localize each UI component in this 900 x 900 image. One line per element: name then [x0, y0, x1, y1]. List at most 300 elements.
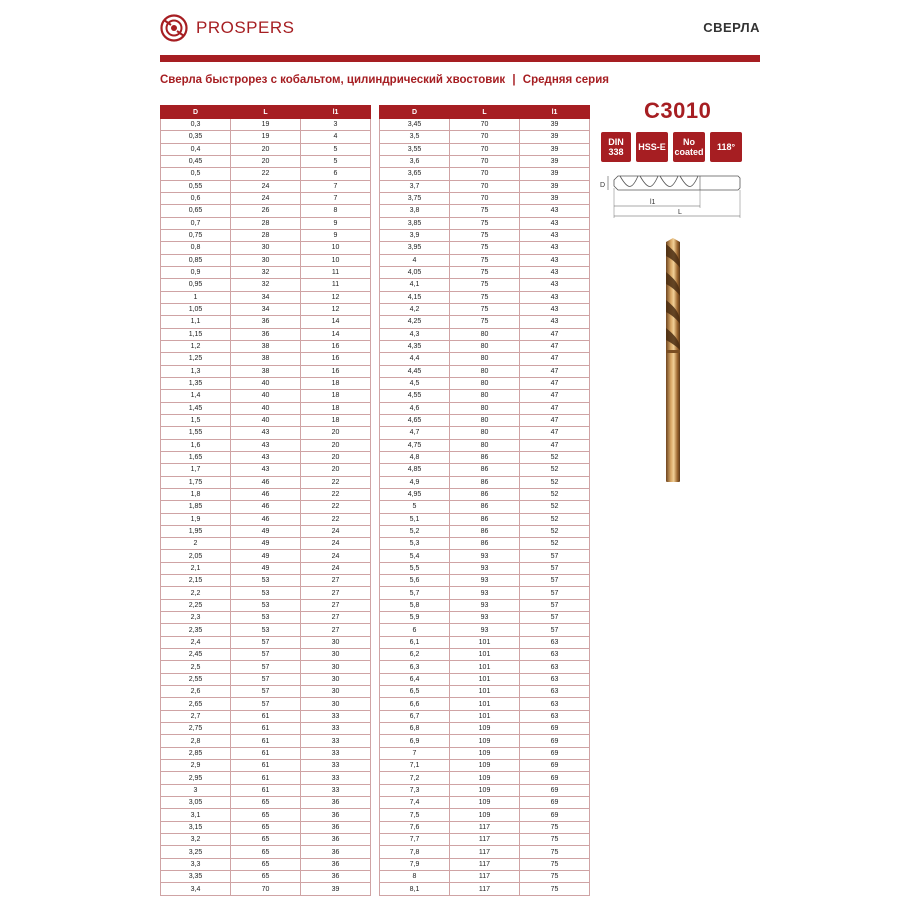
- table-row: [161, 747, 371, 759]
- cell-flute-length: 39: [520, 168, 590, 180]
- cell-diameter: 3,45: [380, 119, 450, 131]
- cell-length: 49: [231, 525, 301, 537]
- table-row: [161, 834, 371, 846]
- cell-length: 109: [450, 735, 520, 747]
- cell-diameter: 4,8: [380, 451, 450, 463]
- table-row: [161, 131, 371, 143]
- cell-diameter: 1,15: [161, 328, 231, 340]
- cell-diameter: 2,65: [161, 698, 231, 710]
- cell-flute-length: 47: [520, 427, 590, 439]
- table-row: [161, 180, 371, 192]
- cell-flute-length: 63: [520, 698, 590, 710]
- table-row: [161, 340, 371, 352]
- cell-flute-length: 20: [301, 439, 371, 451]
- cell-length: 101: [450, 686, 520, 698]
- cell-diameter: 2,4: [161, 636, 231, 648]
- cell-length: 53: [231, 612, 301, 624]
- cell-diameter: 3,7: [380, 180, 450, 192]
- cell-diameter: 1,45: [161, 402, 231, 414]
- cell-diameter: 4,55: [380, 390, 450, 402]
- table-row: [161, 883, 371, 895]
- cell-flute-length: 69: [520, 809, 590, 821]
- cell-flute-length: 63: [520, 686, 590, 698]
- cell-flute-length: 47: [520, 402, 590, 414]
- cell-flute-length: 52: [520, 451, 590, 463]
- cell-diameter: 7,7: [380, 834, 450, 846]
- cell-length: 70: [450, 192, 520, 204]
- cell-flute-length: 39: [301, 883, 371, 895]
- cell-length: 46: [231, 476, 301, 488]
- cell-flute-length: 52: [520, 464, 590, 476]
- cell-flute-length: 52: [520, 538, 590, 550]
- table-row: [161, 562, 371, 574]
- cell-length: 49: [231, 562, 301, 574]
- cell-flute-length: 9: [301, 217, 371, 229]
- cell-length: 46: [231, 501, 301, 513]
- cell-length: 43: [231, 464, 301, 476]
- cell-diameter: 1,8: [161, 488, 231, 500]
- table-row: [161, 476, 371, 488]
- badge-din-line2: 338: [608, 147, 624, 157]
- subtitle-series: Средняя серия: [522, 74, 609, 86]
- cell-flute-length: 33: [301, 735, 371, 747]
- cell-diameter: 2,35: [161, 624, 231, 636]
- cell-diameter: 3,15: [161, 821, 231, 833]
- table-row: [161, 303, 371, 315]
- table-row: [380, 612, 590, 624]
- cell-diameter: 1,05: [161, 303, 231, 315]
- table-row: [380, 550, 590, 562]
- cell-length: 38: [231, 340, 301, 352]
- cell-flute-length: 36: [301, 858, 371, 870]
- cell-diameter: 5,5: [380, 562, 450, 574]
- cell-flute-length: 39: [520, 180, 590, 192]
- cell-diameter: 4,85: [380, 464, 450, 476]
- cell-length: 117: [450, 834, 520, 846]
- cell-length: 70: [450, 143, 520, 155]
- cell-length: 65: [231, 871, 301, 883]
- cell-flute-length: 43: [520, 205, 590, 217]
- table-row: [161, 377, 371, 389]
- cell-diameter: 3,9: [380, 229, 450, 241]
- badge-din-line1: DIN: [608, 137, 624, 147]
- cell-flute-length: 43: [520, 229, 590, 241]
- table-row: [161, 192, 371, 204]
- badge-angle-label: 118°: [716, 142, 736, 152]
- cell-flute-length: 5: [301, 155, 371, 167]
- cell-flute-length: 4: [301, 131, 371, 143]
- cell-length: 43: [231, 451, 301, 463]
- cell-flute-length: 47: [520, 365, 590, 377]
- table-row: [161, 205, 371, 217]
- table-row: [380, 710, 590, 722]
- cell-flute-length: 57: [520, 562, 590, 574]
- cell-diameter: 2,75: [161, 723, 231, 735]
- cell-diameter: 3,8: [380, 205, 450, 217]
- table-row: [380, 242, 590, 254]
- cell-diameter: 2,9: [161, 760, 231, 772]
- table-row: [161, 550, 371, 562]
- table-row: [161, 673, 371, 685]
- cell-length: 34: [231, 291, 301, 303]
- cell-diameter: 4,45: [380, 365, 450, 377]
- cell-flute-length: 63: [520, 710, 590, 722]
- cell-length: 80: [450, 377, 520, 389]
- cell-flute-length: 63: [520, 673, 590, 685]
- cell-length: 80: [450, 427, 520, 439]
- cell-length: 28: [231, 229, 301, 241]
- cell-diameter: 0,9: [161, 266, 231, 278]
- table-row: [380, 229, 590, 241]
- cell-length: 65: [231, 797, 301, 809]
- cell-diameter: 5,9: [380, 612, 450, 624]
- cell-diameter: 6,8: [380, 723, 450, 735]
- cell-diameter: 3,2: [161, 834, 231, 846]
- cell-flute-length: 16: [301, 340, 371, 352]
- cell-diameter: 4,9: [380, 476, 450, 488]
- cell-diameter: 3,25: [161, 846, 231, 858]
- table-row: [380, 772, 590, 784]
- cell-diameter: 2,8: [161, 735, 231, 747]
- cell-length: 117: [450, 871, 520, 883]
- cell-length: 93: [450, 599, 520, 611]
- table-row: [380, 797, 590, 809]
- cell-flute-length: 27: [301, 587, 371, 599]
- cell-diameter: 6,7: [380, 710, 450, 722]
- cell-flute-length: 47: [520, 340, 590, 352]
- cell-flute-length: 43: [520, 291, 590, 303]
- cell-length: 24: [231, 192, 301, 204]
- cell-flute-length: 47: [520, 377, 590, 389]
- cell-flute-length: 20: [301, 464, 371, 476]
- table-row: [380, 377, 590, 389]
- cell-length: 57: [231, 673, 301, 685]
- cell-diameter: 1,7: [161, 464, 231, 476]
- cell-flute-length: 24: [301, 562, 371, 574]
- table-row: [161, 328, 371, 340]
- cell-flute-length: 52: [520, 488, 590, 500]
- cell-flute-length: 33: [301, 723, 371, 735]
- cell-length: 109: [450, 723, 520, 735]
- cell-length: 93: [450, 587, 520, 599]
- table-row: [161, 353, 371, 365]
- table-row: [161, 661, 371, 673]
- cell-length: 86: [450, 538, 520, 550]
- cell-flute-length: 33: [301, 747, 371, 759]
- cell-flute-length: 69: [520, 747, 590, 759]
- cell-flute-length: 36: [301, 834, 371, 846]
- cell-diameter: 1,75: [161, 476, 231, 488]
- table-row: [161, 414, 371, 426]
- drill-bit-image: [656, 238, 690, 484]
- brand-logo-icon: [160, 14, 188, 42]
- cell-flute-length: 39: [520, 119, 590, 131]
- diagram-label-l1: l1: [650, 199, 656, 206]
- cell-length: 117: [450, 821, 520, 833]
- cell-diameter: 2,85: [161, 747, 231, 759]
- cell-flute-length: 5: [301, 143, 371, 155]
- table-row: [161, 464, 371, 476]
- table-row: [380, 439, 590, 451]
- table-row: [380, 760, 590, 772]
- cell-diameter: 0,4: [161, 143, 231, 155]
- table-row: [380, 501, 590, 513]
- cell-diameter: 3,85: [380, 217, 450, 229]
- table-row: [161, 266, 371, 278]
- table-row: [380, 402, 590, 414]
- cell-flute-length: 27: [301, 624, 371, 636]
- table-row: [161, 279, 371, 291]
- cell-diameter: 2,95: [161, 772, 231, 784]
- cell-flute-length: 47: [520, 414, 590, 426]
- cell-diameter: 1,95: [161, 525, 231, 537]
- cell-length: 93: [450, 575, 520, 587]
- cell-length: 109: [450, 784, 520, 796]
- cell-diameter: 6,5: [380, 686, 450, 698]
- cell-diameter: 6,9: [380, 735, 450, 747]
- table-row: [161, 402, 371, 414]
- cell-length: 19: [231, 131, 301, 143]
- cell-length: 57: [231, 686, 301, 698]
- cell-diameter: 7,4: [380, 797, 450, 809]
- cell-length: 65: [231, 858, 301, 870]
- cell-flute-length: 27: [301, 612, 371, 624]
- cell-flute-length: 69: [520, 735, 590, 747]
- cell-length: 75: [450, 291, 520, 303]
- table-row: [380, 131, 590, 143]
- cell-diameter: 3,95: [380, 242, 450, 254]
- drill-dimension-diagram: [598, 174, 748, 220]
- cell-diameter: 1,3: [161, 365, 231, 377]
- diagram-label-l: L: [678, 209, 682, 216]
- cell-flute-length: 57: [520, 624, 590, 636]
- cell-flute-length: 75: [520, 821, 590, 833]
- table-row: [380, 451, 590, 463]
- cell-length: 65: [231, 809, 301, 821]
- cell-length: 40: [231, 414, 301, 426]
- badge-material: [636, 132, 668, 162]
- table-row: [161, 846, 371, 858]
- cell-flute-length: 30: [301, 686, 371, 698]
- table-row: [380, 303, 590, 315]
- table-row: [380, 217, 590, 229]
- table-row: [380, 723, 590, 735]
- table-row: [380, 562, 590, 574]
- cell-flute-length: 75: [520, 858, 590, 870]
- cell-diameter: 7,1: [380, 760, 450, 772]
- cell-flute-length: 30: [301, 649, 371, 661]
- table-row: [161, 772, 371, 784]
- cell-flute-length: 63: [520, 661, 590, 673]
- cell-flute-length: 75: [520, 834, 590, 846]
- badge-coating-line2: coated: [674, 147, 704, 157]
- cell-length: 32: [231, 266, 301, 278]
- cell-flute-length: 36: [301, 821, 371, 833]
- cell-flute-length: 22: [301, 513, 371, 525]
- cell-length: 65: [231, 834, 301, 846]
- table-row: [380, 340, 590, 352]
- cell-diameter: 6: [380, 624, 450, 636]
- cell-flute-length: 12: [301, 291, 371, 303]
- cell-diameter: 3,6: [380, 155, 450, 167]
- cell-flute-length: 43: [520, 316, 590, 328]
- cell-flute-length: 75: [520, 871, 590, 883]
- cell-diameter: 4,4: [380, 353, 450, 365]
- cell-length: 43: [231, 439, 301, 451]
- table-row: [161, 587, 371, 599]
- cell-flute-length: 11: [301, 266, 371, 278]
- table-row: [380, 414, 590, 426]
- cell-flute-length: 33: [301, 760, 371, 772]
- table-row: [380, 143, 590, 155]
- table-row: [161, 538, 371, 550]
- table-row: [161, 698, 371, 710]
- cell-flute-length: 10: [301, 242, 371, 254]
- cell-length: 53: [231, 599, 301, 611]
- cell-diameter: 1,9: [161, 513, 231, 525]
- cell-length: 30: [231, 242, 301, 254]
- cell-length: 80: [450, 340, 520, 352]
- column-header-l: L: [231, 106, 301, 119]
- table-row: [380, 538, 590, 550]
- table-row: [161, 649, 371, 661]
- cell-length: 36: [231, 316, 301, 328]
- cell-flute-length: 52: [520, 476, 590, 488]
- cell-length: 61: [231, 723, 301, 735]
- cell-diameter: 1,25: [161, 353, 231, 365]
- cell-flute-length: 39: [520, 192, 590, 204]
- table-row: [161, 624, 371, 636]
- cell-length: 86: [450, 501, 520, 513]
- cell-flute-length: 52: [520, 501, 590, 513]
- cell-flute-length: 69: [520, 760, 590, 772]
- table-row: [161, 612, 371, 624]
- cell-length: 20: [231, 143, 301, 155]
- cell-length: 57: [231, 649, 301, 661]
- table-row: [380, 476, 590, 488]
- cell-length: 61: [231, 772, 301, 784]
- cell-flute-length: 10: [301, 254, 371, 266]
- cell-length: 36: [231, 328, 301, 340]
- cell-diameter: 2,7: [161, 710, 231, 722]
- cell-diameter: 1,65: [161, 451, 231, 463]
- cell-length: 86: [450, 476, 520, 488]
- table-row: [380, 661, 590, 673]
- badge-material-label: HSS-E: [638, 142, 666, 152]
- cell-diameter: 0,95: [161, 279, 231, 291]
- column-header-d: D: [161, 106, 231, 119]
- table-row: [161, 599, 371, 611]
- table-row: [161, 254, 371, 266]
- table-row: [380, 513, 590, 525]
- page-subtitle: [160, 74, 609, 86]
- cell-flute-length: 14: [301, 328, 371, 340]
- cell-length: 32: [231, 279, 301, 291]
- cell-length: 80: [450, 353, 520, 365]
- cell-length: 101: [450, 710, 520, 722]
- table-row: [380, 698, 590, 710]
- cell-flute-length: 33: [301, 772, 371, 784]
- column-header-l: L: [450, 106, 520, 119]
- cell-diameter: 4,5: [380, 377, 450, 389]
- cell-flute-length: 39: [520, 131, 590, 143]
- cell-diameter: 1: [161, 291, 231, 303]
- table-row: [380, 254, 590, 266]
- table-row: [380, 649, 590, 661]
- cell-flute-length: 11: [301, 279, 371, 291]
- table-row: [380, 168, 590, 180]
- cell-length: 117: [450, 883, 520, 895]
- cell-flute-length: 7: [301, 180, 371, 192]
- cell-diameter: 4,1: [380, 279, 450, 291]
- cell-flute-length: 69: [520, 784, 590, 796]
- table-row: [161, 488, 371, 500]
- cell-flute-length: 43: [520, 303, 590, 315]
- cell-length: 61: [231, 784, 301, 796]
- cell-flute-length: 3: [301, 119, 371, 131]
- cell-length: 86: [450, 488, 520, 500]
- cell-diameter: 1,85: [161, 501, 231, 513]
- cell-diameter: 1,5: [161, 414, 231, 426]
- table-row: [161, 858, 371, 870]
- cell-flute-length: 39: [520, 143, 590, 155]
- cell-flute-length: 36: [301, 871, 371, 883]
- cell-diameter: 7,8: [380, 846, 450, 858]
- cell-length: 93: [450, 624, 520, 636]
- cell-length: 57: [231, 661, 301, 673]
- cell-diameter: 4,65: [380, 414, 450, 426]
- cell-flute-length: 30: [301, 673, 371, 685]
- cell-diameter: 4,75: [380, 439, 450, 451]
- cell-flute-length: 33: [301, 710, 371, 722]
- cell-length: 101: [450, 661, 520, 673]
- cell-length: 49: [231, 538, 301, 550]
- cell-diameter: 6,3: [380, 661, 450, 673]
- cell-flute-length: 6: [301, 168, 371, 180]
- cell-length: 75: [450, 205, 520, 217]
- cell-flute-length: 7: [301, 192, 371, 204]
- cell-flute-length: 69: [520, 797, 590, 809]
- cell-diameter: 4,6: [380, 402, 450, 414]
- cell-flute-length: 27: [301, 599, 371, 611]
- table-row: [380, 735, 590, 747]
- cell-flute-length: 30: [301, 661, 371, 673]
- table-row: [161, 513, 371, 525]
- cell-length: 38: [231, 353, 301, 365]
- cell-flute-length: 52: [520, 513, 590, 525]
- cell-length: 93: [450, 612, 520, 624]
- cell-flute-length: 8: [301, 205, 371, 217]
- cell-flute-length: 63: [520, 649, 590, 661]
- cell-diameter: 4,7: [380, 427, 450, 439]
- cell-flute-length: 63: [520, 636, 590, 648]
- cell-diameter: 5,2: [380, 525, 450, 537]
- table-row: [161, 229, 371, 241]
- cell-flute-length: 57: [520, 587, 590, 599]
- table-row: [161, 155, 371, 167]
- cell-diameter: 5,6: [380, 575, 450, 587]
- cell-flute-length: 47: [520, 353, 590, 365]
- cell-diameter: 4,35: [380, 340, 450, 352]
- table-row: [161, 217, 371, 229]
- cell-diameter: 6,6: [380, 698, 450, 710]
- cell-diameter: 2,1: [161, 562, 231, 574]
- table-row: [380, 587, 590, 599]
- spec-table-right: [379, 105, 590, 896]
- table-row: [380, 266, 590, 278]
- cell-diameter: 2,2: [161, 587, 231, 599]
- table-row: [161, 723, 371, 735]
